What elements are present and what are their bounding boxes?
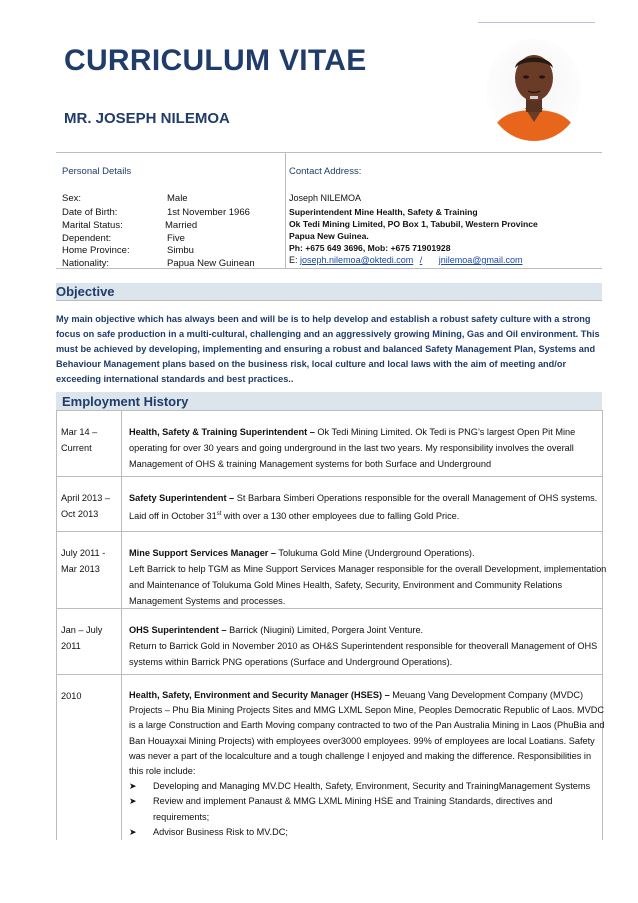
employment-date (61, 490, 110, 522)
employment-description (129, 490, 607, 524)
contact-phone: Ph: +675 649 3696, Mob: +675 71901928 (289, 243, 451, 253)
profile-photo (485, 38, 583, 142)
responsibility-item (129, 825, 607, 840)
employment-description (129, 622, 607, 670)
employment-date-divider (121, 410, 122, 840)
contact-email-line (289, 255, 522, 265)
email-separator: / (419, 255, 423, 265)
personal-details-heading: Personal Details (62, 166, 132, 177)
date-end: Current (61, 443, 92, 453)
date-start: 2010 (61, 691, 82, 701)
employment-description (129, 424, 607, 472)
job-title: Health, Safety, Environment and Security Manager (HSES) – (129, 690, 390, 700)
row-divider (56, 674, 602, 675)
personal-value: Male (167, 193, 188, 204)
email-label: E: (289, 255, 298, 265)
date-end: Oct 2013 (61, 509, 99, 519)
responsibility-text: Review and implement Panaust & MMG LXML Mining HSE and Training Standards, directives and requirements; (153, 796, 553, 822)
personal-value: Papua New Guinean (167, 258, 255, 269)
personal-label: Nationality: (62, 258, 109, 269)
details-top-border (56, 152, 602, 153)
personal-row (62, 258, 109, 269)
ordinal-suffix: st (216, 511, 222, 517)
employment-table-left (56, 410, 57, 840)
responsibility-text: Advisor Business Risk to MV.DC; (153, 826, 288, 837)
personal-value: 1st November 1966 (167, 207, 250, 218)
arrow-bullet-icon: ➤ (129, 826, 137, 837)
employment-heading: Employment History (62, 394, 189, 409)
contact-country: Papua New Guinea. (289, 231, 369, 241)
date-start: July 2011 - (61, 548, 106, 558)
objective-bar (56, 283, 602, 300)
responsibility-item (129, 779, 607, 794)
candidate-name: MR. JOSEPH NILEMOA (64, 110, 230, 127)
arrow-bullet-icon: ➤ (129, 796, 137, 807)
responsibility-text: Developing and Managing MV.DC Health, Safety, Environment, Security and TrainingManagement Systems (153, 781, 591, 792)
personal-value: Married (165, 220, 198, 231)
objective-text: My main objective which has always been and will be is to help develop and establish a robust safety culture with a strong focus on safe production in a multi-cultural, challenging and an aggressively growing Mining, Gas and Oil environment. This must be achieved by developing, implementing and ensuring a robust and balanced Safety Management Plan, Systems and Behaviour Management plans based on the business risk, local culture and local laws with the aim of meeting and/or exceeding international standards and best practices.. (56, 314, 600, 384)
personal-label: Home Province: (62, 245, 130, 256)
contact-name: Joseph NILEMOA (289, 193, 362, 203)
row-divider (56, 476, 602, 477)
employment-date (61, 424, 97, 456)
personal-row (62, 220, 123, 231)
job-details: St Barbara Simberi Operations responsible for the overall Management of OHS systems. Laid off in October 31 (129, 493, 598, 522)
employment-date (61, 545, 105, 577)
personal-value: Simbu (167, 245, 194, 256)
contact-heading: Contact Address: (289, 166, 362, 177)
job-details-cont: with over a 130 other employees due to falling Gold Price. (221, 511, 460, 522)
details-divider (285, 152, 286, 268)
row-divider (56, 608, 602, 609)
job-details-cont: Return to Barrick Gold in November 2010 as OH&S Superintendent responsible for theoverall Management of OHS systems within Barrick PNG operations (Surface and Underground Operations). (129, 641, 598, 667)
personal-label: Dependent: (62, 233, 112, 244)
date-start: Mar 14 – (61, 427, 98, 437)
contact-position: Superintendent Mine Health, Safety & Training (289, 207, 478, 217)
employment-date (61, 688, 81, 704)
date-end: Mar 2013 (61, 564, 100, 574)
job-title: OHS Superintendent – (129, 625, 227, 635)
personal-label: Marital Status: (62, 220, 123, 231)
date-end: 2011 (61, 641, 81, 651)
top-rule (478, 22, 595, 23)
job-title: Safety Superintendent – (129, 493, 235, 503)
job-title: Health, Safety & Training Superintendent – (129, 427, 315, 437)
objective-heading: Objective (56, 284, 115, 299)
personal-label: Date of Birth: (62, 207, 118, 218)
arrow-bullet-icon: ➤ (129, 781, 137, 792)
employment-description (129, 688, 607, 840)
employment-description (129, 545, 607, 609)
job-details: Meuang Vang Development Company (MVDC) Projects – Phu Bia Mining Projects Sites and MMG LXML Sepon Mine, Peoples Democratic Republic of Laos. MVDC is a large Construction and Earth Moving company contracted to two of the Pan Australia Mining in Laos (PhuBia and Ban Houayxai Mining Projects) with employees over3000 employees. 99% of employees are local Loatians. Safety was never a part of the localculture and a tough challenge I enjoyed and making the difference. Responsibilities in this role include: (129, 690, 605, 777)
personal-label: Sex: (62, 193, 82, 204)
job-details: Barrick (Niugini) Limited, Porgera Joint Venture. (226, 625, 424, 635)
job-details: Tolukuma Gold Mine (Underground Operations). (276, 548, 475, 558)
email-link-primary[interactable]: joseph.nilemoa@oktedi.com (300, 255, 414, 265)
job-title: Mine Support Services Manager – (129, 548, 277, 558)
employment-date (61, 622, 102, 654)
date-start: Jan – July (61, 625, 103, 635)
details-bottom-border (56, 268, 602, 269)
email-link-secondary[interactable]: jnilemoa@gmail.com (438, 255, 523, 265)
contact-address: Ok Tedi Mining Limited, PO Box 1, Tabubil, Western Province (289, 219, 538, 229)
employment-table-border (56, 410, 602, 411)
date-start: April 2013 – (61, 493, 111, 503)
row-divider (56, 531, 602, 532)
cv-title: CURRICULUM VITAE (64, 44, 367, 77)
personal-row (62, 245, 130, 256)
personal-row (62, 207, 117, 218)
personal-value: Five (167, 233, 185, 244)
job-details: Ok Tedi Mining Limited. Ok Tedi is PNG’s largest Open Pit Mine operating for over 30 years and going underground in the last two years. My responsibility involves the overall Management of OHS & training Management systems for both Surface and Underground (129, 427, 576, 469)
personal-row (62, 233, 111, 244)
objective-rule (56, 300, 602, 301)
job-details-cont: Left Barrick to help TGM as Mine Support Services Manager responsible for the overall Development, implementation and Maintenance of Tolukuma Gold Mines Health, Safety, Security, Environment and Community Relations Management Systems and processes. (129, 564, 607, 606)
responsibility-item (129, 794, 607, 824)
personal-row (62, 193, 81, 204)
